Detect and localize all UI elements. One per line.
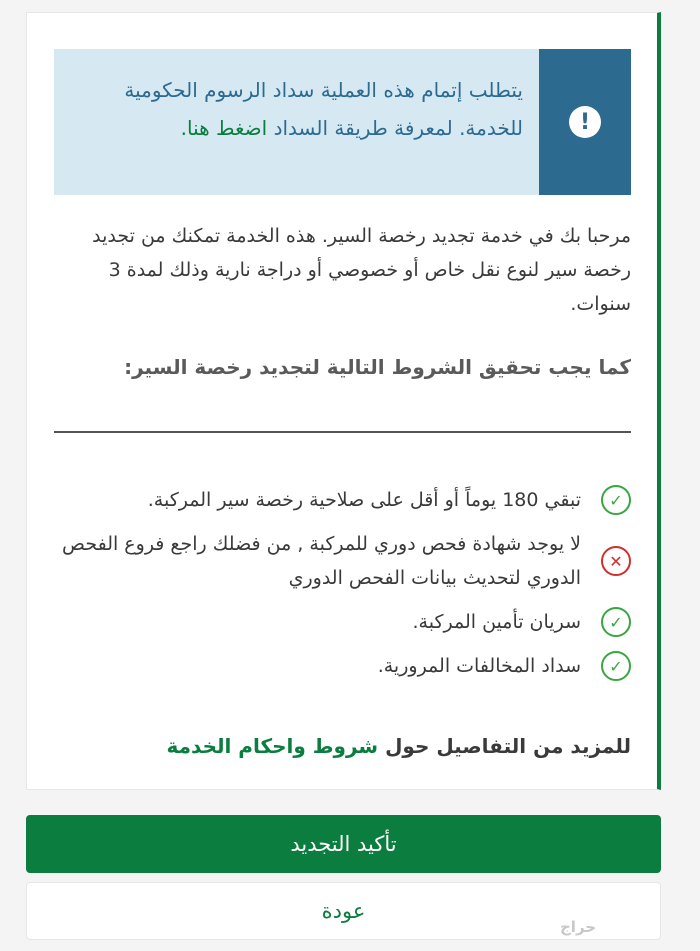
conditions-list: [54, 483, 631, 693]
conditions-title: كما يجب تحقيق الشروط التالية لتجديد رخصة السير:: [124, 355, 631, 379]
condition-item: [54, 483, 631, 517]
confirm-renewal-button[interactable]: تأكيد التجديد: [26, 815, 661, 873]
alert-icon-box: [539, 49, 631, 195]
alert-text: [54, 49, 539, 195]
alert-pay-link[interactable]: اضغط هنا.: [180, 116, 268, 140]
more-details: [54, 729, 631, 763]
condition-text: تبقي 180 يوماً أو أقل على صلاحية رخصة سير المركبة.: [147, 489, 581, 511]
condition-text: سريان تأمين المركبة.: [412, 611, 581, 633]
check-circle-icon: ✓: [601, 607, 631, 637]
service-card: [26, 12, 661, 790]
more-details-text: للمزيد من التفاصيل حول: [385, 734, 631, 758]
condition-item: [54, 605, 631, 639]
condition-item: [54, 527, 631, 595]
alert-message: يتطلب إتمام هذه العملية سداد الرسوم الحكومية للخدمة. لمعرفة طريقة السداد: [124, 78, 523, 140]
check-circle-icon: ✓: [601, 651, 631, 681]
condition-text: لا يوجد شهادة فحص دوري للمركبة , من فضلك راجع فروع الفحص الدوري لتحديث بيانات الفحص الدوري: [62, 533, 581, 589]
condition-item: [54, 649, 631, 683]
x-circle-icon: ✕: [601, 546, 631, 576]
condition-text: سداد المخالفات المرورية.: [377, 655, 581, 677]
divider: [54, 431, 631, 433]
exclamation-icon: !: [569, 106, 601, 138]
check-circle-icon: ✓: [601, 485, 631, 515]
back-button[interactable]: عودة: [26, 882, 661, 940]
intro-text: مرحبا بك في خدمة تجديد رخصة السير. هذه الخدمة تمكنك من تجديد رخصة سير لنوع نقل خاص أو خصوصي أو دراجة نارية وذلك لمدة 3 سنوات.: [92, 225, 631, 315]
fees-alert: [54, 49, 631, 195]
terms-link[interactable]: شروط واحكام الخدمة: [166, 734, 379, 758]
watermark: حراج: [560, 918, 597, 936]
